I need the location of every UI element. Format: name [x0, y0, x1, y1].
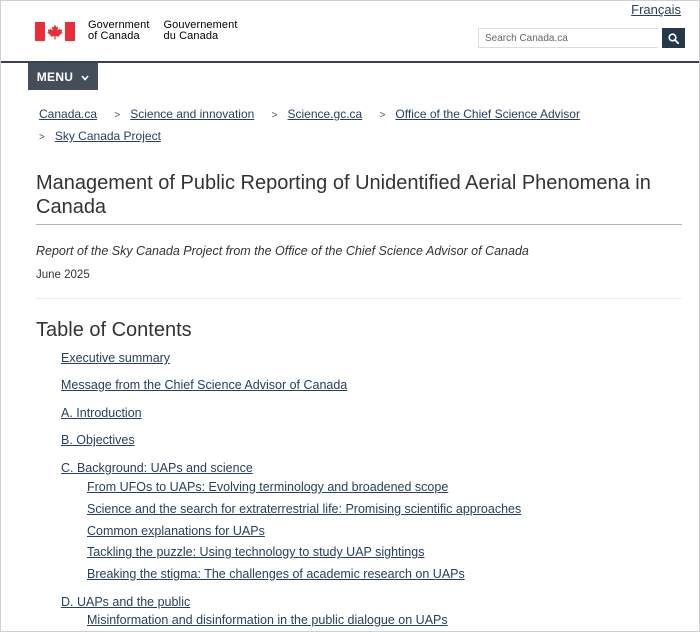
search-input[interactable] [478, 28, 658, 48]
fip-french-line1: Gouvernement [163, 19, 238, 31]
search-form [478, 28, 685, 48]
breadcrumb-separator-icon: > [271, 110, 278, 121]
language-toggle-link[interactable]: Français [631, 2, 681, 17]
toc-link[interactable]: B. Objectives [61, 433, 135, 447]
government-signature[interactable] [35, 20, 238, 42]
magnifier-icon [668, 33, 679, 44]
toc-sublink[interactable]: Common explanations for UAPs [87, 524, 265, 538]
chevron-down-icon [81, 70, 89, 84]
breadcrumb-link-canada[interactable]: Canada.ca [39, 107, 98, 121]
breadcrumb-item-sky-canada [39, 126, 161, 148]
search-button[interactable] [662, 28, 685, 48]
breadcrumb-separator-icon: > [114, 110, 121, 121]
breadcrumb-separator-icon: > [379, 110, 386, 121]
report-subtitle: Report of the Sky Canada Project from the Office of the Chief Science Advisor of Canada [36, 244, 529, 258]
toc-sublink[interactable]: From UFOs to UAPs: Evolving terminology and broadened scope [87, 480, 449, 494]
toc-link[interactable]: A. Introduction [61, 406, 142, 420]
publication-date: June 2025 [36, 269, 90, 281]
breadcrumb-link-science-innovation[interactable]: Science and innovation [130, 107, 255, 121]
breadcrumb-item-canada [39, 104, 97, 124]
toc-sublink[interactable]: Breaking the stigma: The challenges of academic research on UAPs [87, 567, 465, 581]
toc-link[interactable]: D. UAPs and the public [61, 595, 191, 609]
toc-link[interactable]: Message from the Chief Science Advisor of Canada [61, 378, 348, 392]
toc-sublink[interactable]: Science and the search for extraterrestrial life: Promising scientific approaches [87, 502, 522, 516]
fip-french-line2: du Canada [163, 30, 219, 42]
section-divider [36, 298, 682, 299]
breadcrumb-link-chief-science-advisor[interactable]: Office of the Chief Science Advisor [395, 107, 580, 121]
menu-button[interactable] [28, 63, 98, 90]
menu-label: MENU [36, 69, 74, 84]
toc-sublink[interactable]: Tackling the puzzle: Using technology to study UAP sightings [87, 545, 425, 559]
toc-sublink[interactable]: Misinformation and disinformation in the public dialogue on UAPs [87, 613, 448, 627]
toc-heading: Table of Contents [36, 319, 192, 341]
fip-french [164, 20, 238, 42]
fip-english [88, 20, 150, 42]
toc-link[interactable]: Executive summary [61, 351, 171, 365]
breadcrumb [39, 104, 679, 148]
breadcrumb-separator-icon: > [39, 132, 45, 143]
fip-english-line1: Government [88, 19, 150, 31]
breadcrumb-link-sky-canada[interactable]: Sky Canada Project [54, 129, 161, 143]
breadcrumb-item-science-gc [272, 104, 363, 126]
toc-link[interactable]: C. Background: UAPs and science [61, 461, 253, 475]
canada-flag-icon [35, 22, 75, 41]
breadcrumb-link-science-gc[interactable]: Science.gc.ca [287, 107, 363, 121]
fip-english-line2: of Canada [88, 30, 140, 42]
header-divider [1, 61, 700, 63]
page-title: Management of Public Reporting of Unidentified Aerial Phenomena in Canada [36, 171, 682, 225]
breadcrumb-item-chief-science-advisor [380, 104, 580, 126]
breadcrumb-item-science-innovation [114, 104, 254, 126]
